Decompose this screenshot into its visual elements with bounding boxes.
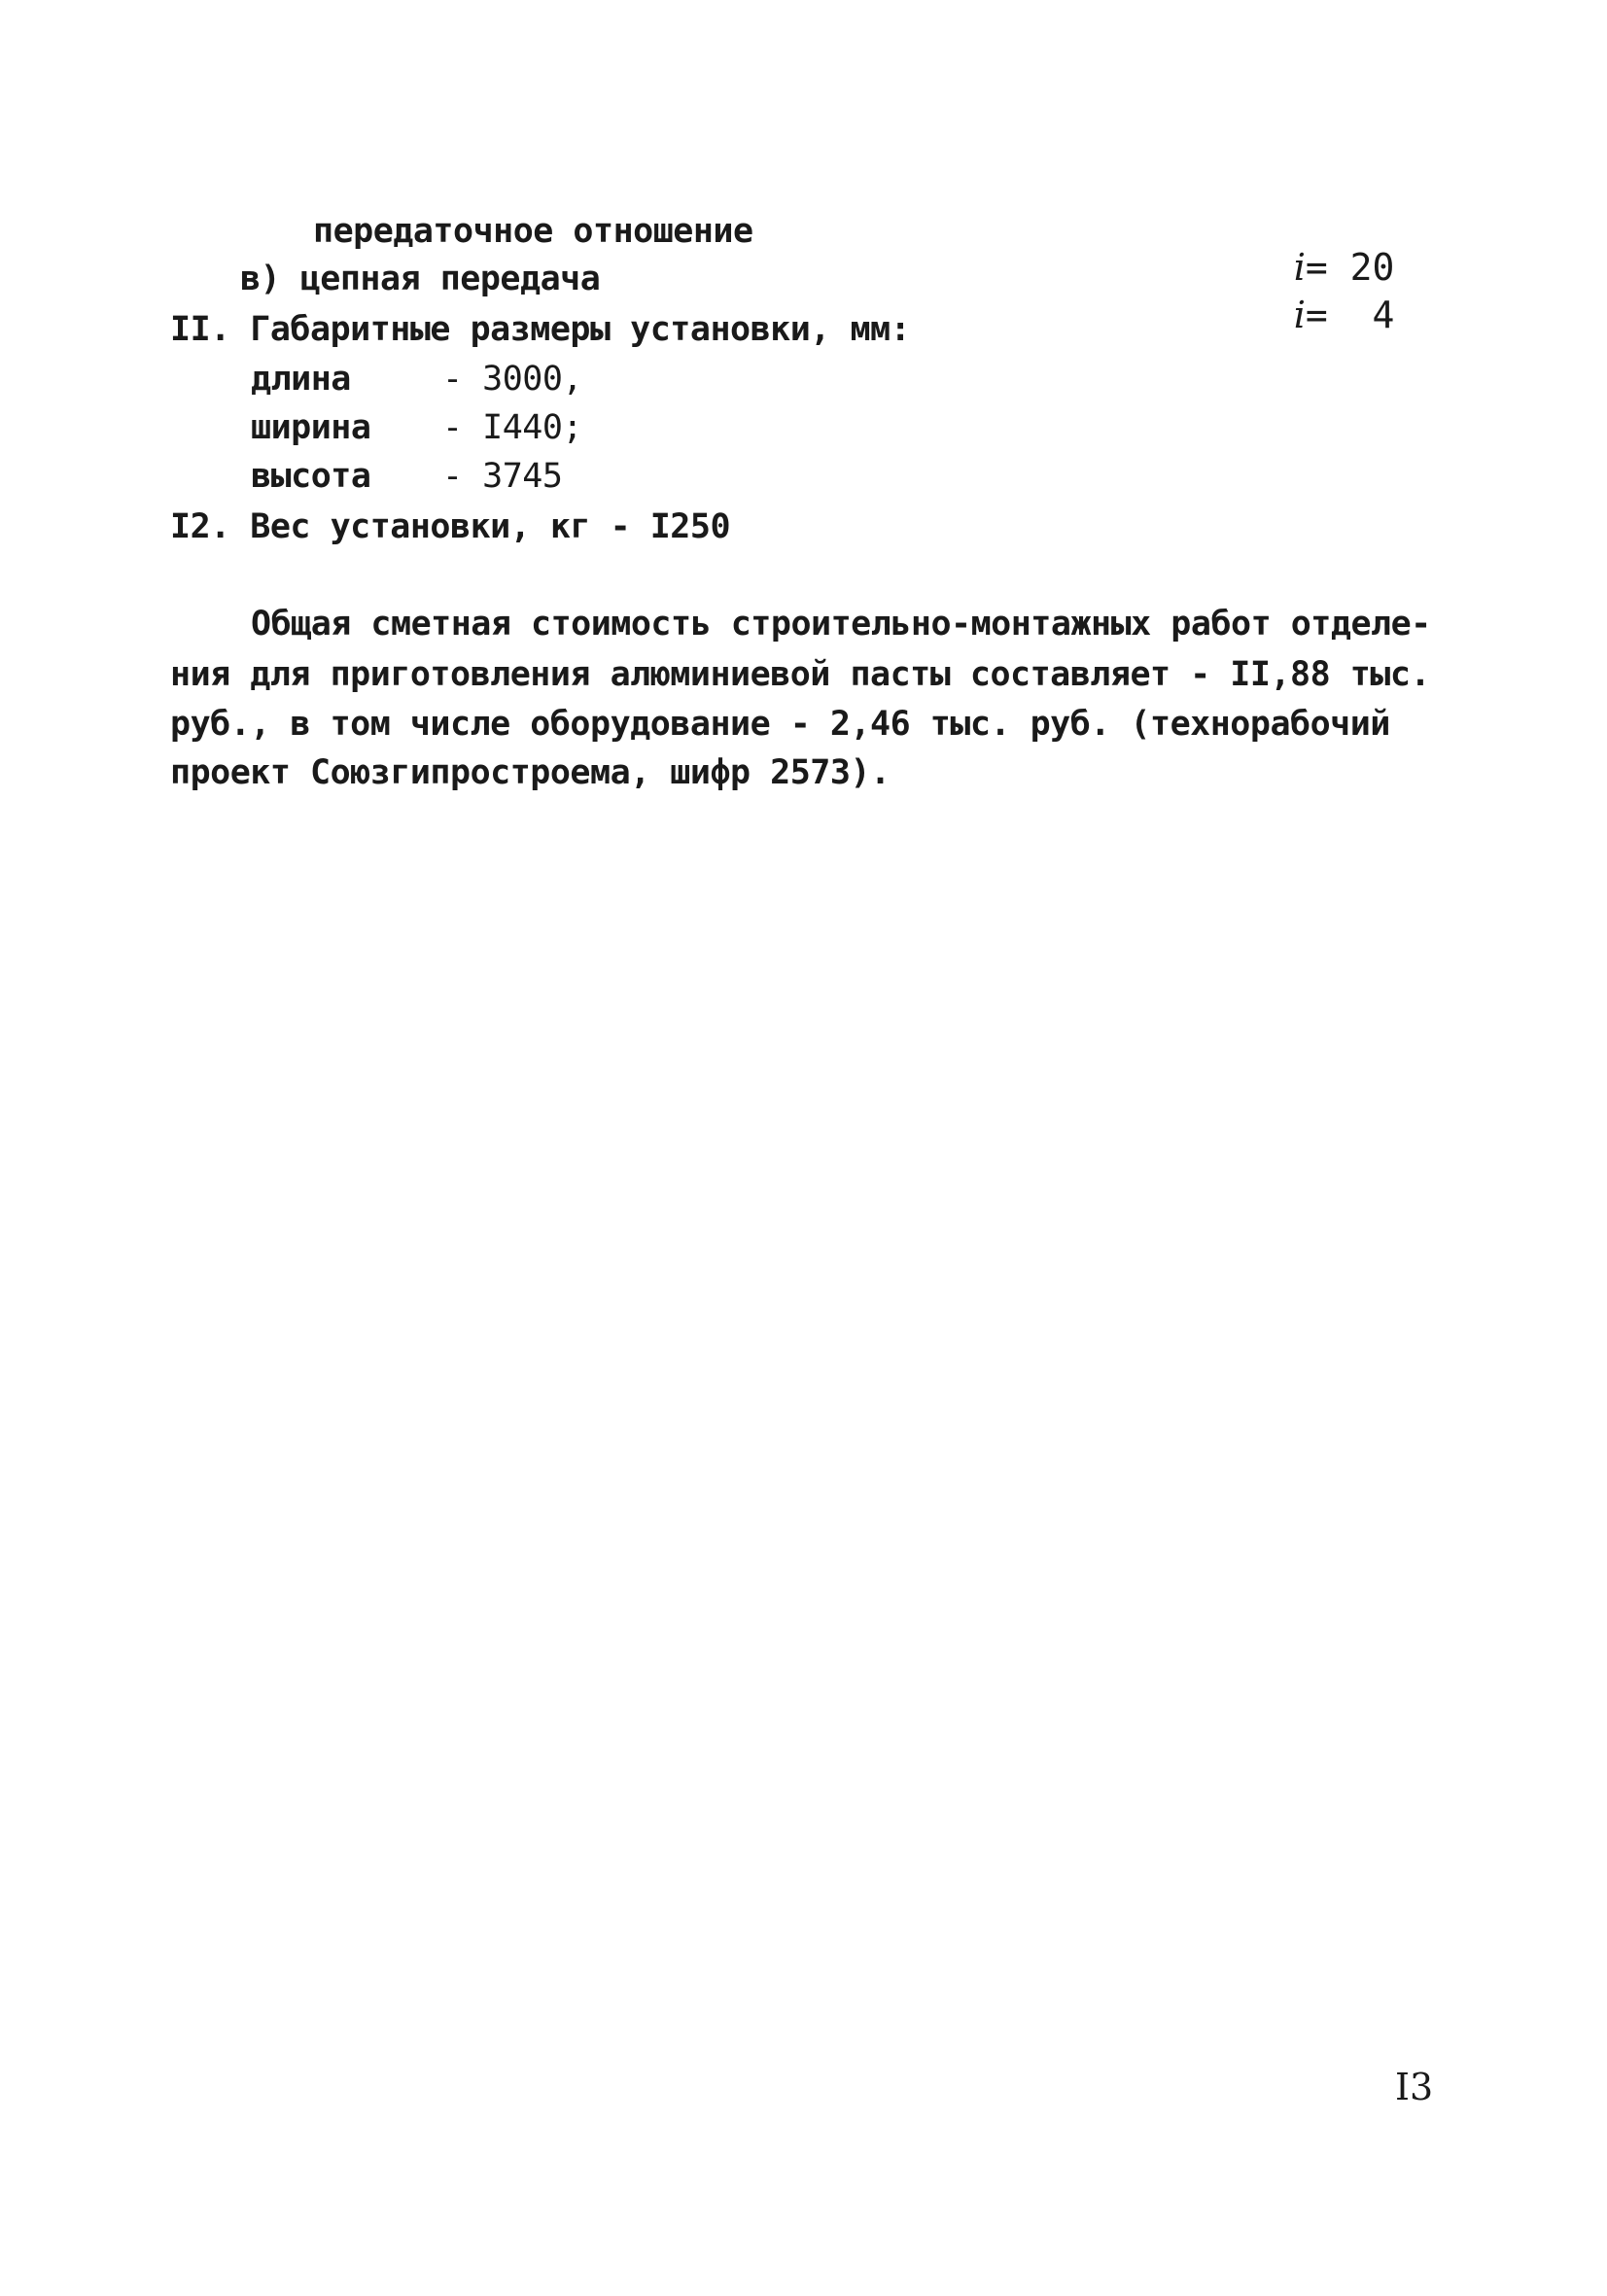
dim-height-value: - 3745 [442, 457, 563, 496]
cost-paragraph-line-2: ния для приготовления алюминиевой пасты составляет - II,88 тыс. [170, 655, 1431, 694]
cost-paragraph-line-4: проект Союзгипростроема, шифр 2573). [170, 753, 891, 792]
gear-ratio-value: = 20 [1305, 246, 1395, 289]
gear-ratio-label: передаточное отношение [313, 212, 753, 251]
item-12-weight: I2. Вес установки, кг - I250 [170, 507, 731, 546]
dim-length-value: - 3000, [442, 360, 583, 399]
dim-height-label: высота [251, 457, 371, 496]
chain-ratio-symbol: i [1293, 294, 1306, 336]
chain-drive-label: в) цепная передача [240, 260, 601, 298]
dim-length-label: длина [251, 360, 351, 399]
gear-ratio-symbol: i [1293, 246, 1306, 289]
page-number: I3 [1395, 2066, 1434, 2108]
cost-paragraph-line-3: руб., в том числе оборудование - 2,46 тыс. руб. (технорабочий [170, 705, 1390, 744]
dim-width-label: ширина [251, 408, 371, 447]
chain-ratio-value: = 4 [1305, 294, 1395, 336]
item-11-heading: II. Габаритные размеры установки, мм: [170, 310, 911, 349]
chain-ratio [1249, 260, 1395, 336]
dim-width-value: - I440; [442, 408, 583, 447]
cost-paragraph-line-1: Общая сметная стоимость строительно-монтажных работ отделе- [251, 605, 1431, 644]
